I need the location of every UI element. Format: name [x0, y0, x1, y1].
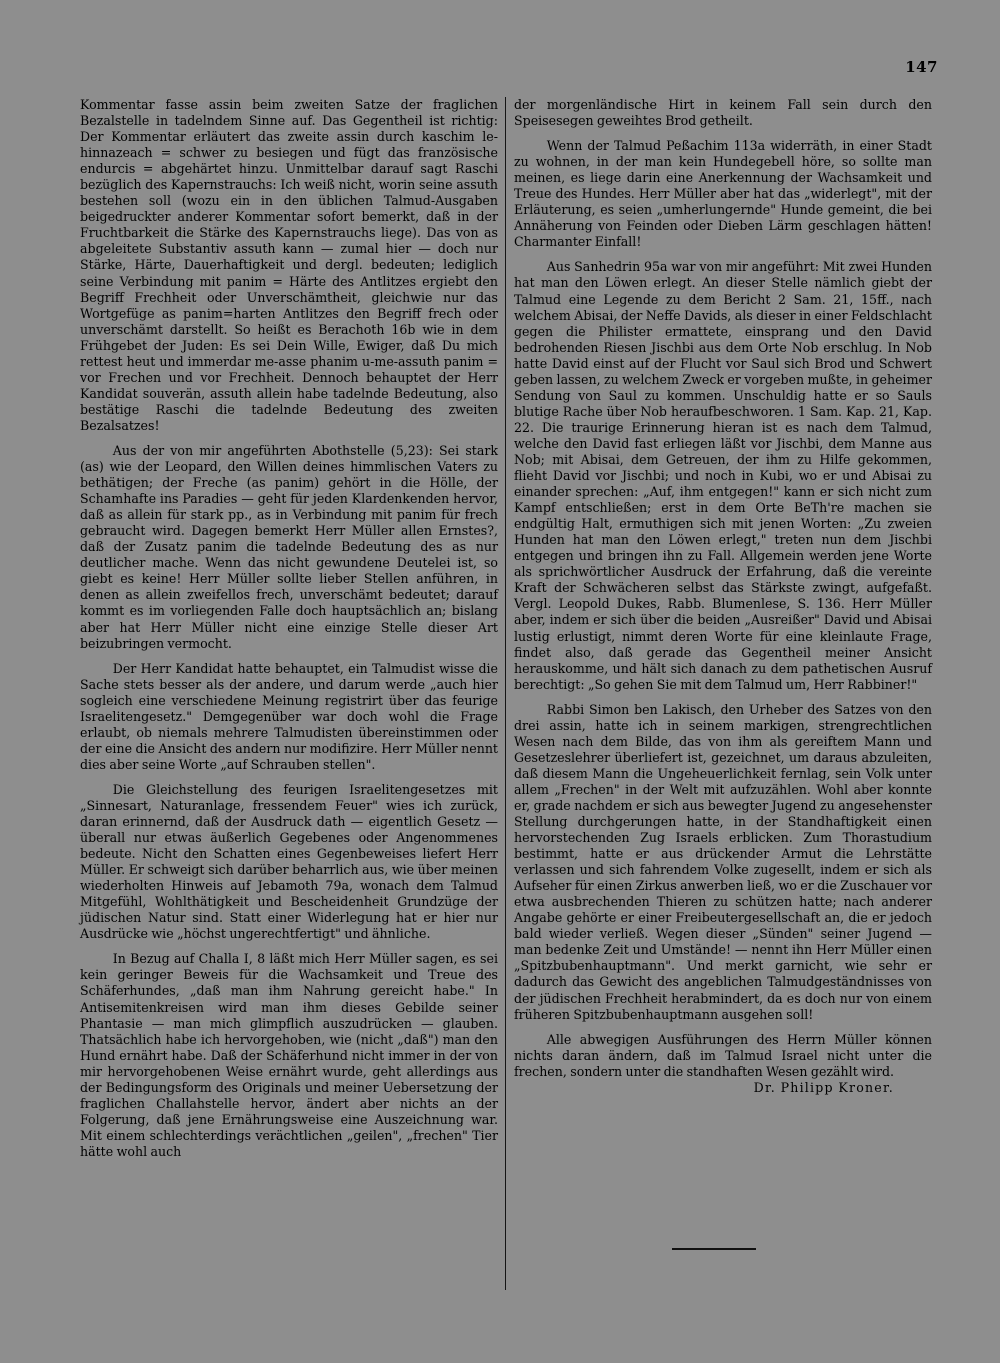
paragraph: Alle abwegigen Ausführungen des Herrn Müller können nichts daran ändern, daß im Talmud Israel nicht unter die frechen, sondern unter die standhaften Wesen gezählt wird.: [514, 1031, 932, 1079]
paragraph: Wenn der Talmud Peßachim 113a widerräth, in einer Stadt zu wohnen, in der man kein Hundegebell höre, so sollte man meinen, es liege darin eine Anerkennung der Wachsamkeit und Treue des Hundes. Herr Müller aber hat das „widerlegt", mit der Erläuterung, es seien „umherlungernde" Hunde gemeint, die bei Annäherung von Feinden oder Dieben Lärm geschlagen hätten! Charmanter Einfall!: [514, 138, 932, 250]
page-number: 147: [905, 58, 938, 76]
paragraph: Die Gleichstellung des feurigen Israelitengesetzes mit „Sinnesart, Naturanlage, fressendem Feuer" wies ich zurück, daran erinnernd, daß der Ausdruck dath — eigentlich Gesetz — überall nur etwas äußerlich Gegebenes oder Angenommenes bedeute. Nicht den Schatten eines Gegenbeweises liefert Herr Müller. Er schweigt sich darüber beharrlich aus, wie über meinen wiederholten Hinweis auf Jebamoth 79a, wonach dem Talmud Mitgefühl, Wohlthätigkeit und Bescheidenheit Grundzüge der jüdischen Natur sind. Statt einer Widerlegung hat er hier nur Ausdrücke wie „höchst ungerechtfertigt" und ähnliche.: [80, 781, 498, 942]
column-divider: [505, 97, 506, 1290]
paragraph: Aus Sanhedrin 95a war von mir angeführt: Mit zwei Hunden hat man den Löwen erlegt. An dieser Stelle nämlich giebt der Talmud eine Legende zu dem Bericht 2 Sam. 21, 15ff., nach welchem Abisai, der Neffe Davids, als dieser in einer Feldschlacht gegen die Philister ermattete, einsprang und den David bedrohenden Riesen Jischbi aus dem Orte Nob erschlug. In Nob hatte David einst auf der Flucht vor Saul sich Brod und Schwert geben lassen, zu welchem Zweck er vorgeben mußte, in geheimer Sendung von Saul zu kommen. Unschuldig hatte er so Sauls blutige Rache über Nob heraufbeschworen. 1 Sam. Kap. 21, Kap. 22. Die traurige Erinnerung hieran ist es nach dem Talmud, welche den David fast erliegen läßt vor Jischbi, dem Manne aus Nob; mit Abisai, dem Getreuen, der ihm zu Hilfe gekommen, flieht David vor Jischbi; und noch in Kubi, wo er und Abisai zu einander sprechen: „Auf, ihm entgegen!" kann er sich nicht zum Kampf entschließen; erst in dem Orte BeTh're machen sie endgültig Halt, ermuthigen sich mit jenen Worten: „Zu zweien Hunden hat man den Löwen erlegt," treten nun dem Jischbi entgegen und bringen ihn zu Fall. Allgemein werden jene Worte als sprichwörtlicher Ausdruck der Erfahrung, daß die vereinte Kraft der Schwächeren selbst das Stärkste zwingt, aufgefaßt. Vergl. Leopold Dukes, Rabb. Blumenlese, S. 136. Herr Müller aber, indem er sich über die beiden „Ausreißer" David und Abisai lustig erlustigt, nimmt deren Worte für eine kleinlaute Frage, findet also, daß gerade das Gegentheil meiner Ansicht herauskomme, und hält sich danach zu dem pathetischen Ausruf berechtigt: „So gehen Sie mit dem Talmud um, Herr Rabbiner!": [514, 259, 933, 692]
paragraph: Kommentar fasse assin beim zweiten Satze der fraglichen Bezalstelle in tadelndem Sinne auf. Das Gegentheil ist richtig: Der Kommentar erläutert das zweite assin durch kaschim le-hinnazeach = schwer zu besiegen und fügt das französische endurcis = abgehärtet hinzu. Unmittelbar darauf sagt Raschi bezüglich des Kapernstrauchs: Ich weiß nicht, worin seine assuth bestehen soll (wozu ein in den üblichen Talmud-Ausgaben beigedruckter anderer Kommentar sofort bemerkt, daß in der Fruchtbarkeit die Stärke des Kapernstrauchs liege). Das von as abgeleitete Substantiv assuth kann — zumal hier — doch nur Stärke, Härte, Dauerhaftigkeit und dergl. bedeuten; lediglich seine Verbindung mit panim = Härte des Antlitzes ergiebt den Begriff Frechheit oder Unverschämtheit, gleichwie nur das Wortgefüge as panim=harten Antlitzes den Begriff frech oder unverschämt darstellt. So heißt es Berachoth 16b wie in dem Frühgebet der Juden: Es sei Dein Wille, Ewiger, daß Du mich rettest heut und immerdar me-asse phanim u-me-assuth panim = vor Frechen und vor Frechheit. Dennoch behauptet der Herr Kandidat souverän, assuth allein habe tadelnde Bedeutung, also bestätige Raschi die tadelnde Bedeutung des zweiten Bezalsatzes!: [80, 97, 498, 433]
paragraph: Rabbi Simon ben Lakisch, den Urheber des Satzes von den drei assin, hatte ich in seinem markigen, strengrechtlichen Wesen nach dem Bilde, das von ihm als gereiftem Mann und Gesetzeslehrer überliefert ist, gezeichnet, um daraus abzuleiten, daß diesem Mann die Ungeheuerlichkeit fernlag, sein Volk unter allem „Frechen" in der Welt mit aufzuzählen. Wohl aber konnte er, grade nachdem er sich aus bewegter Jugend zu angesehenster Stellung durchgerungen hatte, in der Standhaftigkeit einen hervorstechenden Zug Israels erblicken. Zum Thorastudium bestimmt, hatte er aus drückender Armut die Lehrstätte verlassen und sich fahrendem Volke zugesellt, indem er sich als Aufseher für einen Zirkus anwerben ließ, wo er die Zuschauer vor etwa ausbrechenden Thieren zu schützen hatte; nach anderer Angabe gehörte er einer Freibeutergesellschaft an, die er jedoch bald wieder verließ. Wegen dieser „Sünden" seiner Jugend — man bedenke Zeit und Umstände! — nennt ihn Herr Müller einen „Spitzbubenhauptmann". Und merkt garnicht, wie sehr er dadurch das Gewicht des angeblichen Talmudgeständnisses von der jüdischen Frechheit herabmindert, da es doch nur von einem früheren Spitzbubenhauptmann ausgehen soll!: [514, 701, 932, 1022]
paragraph: Aus der von mir angeführten Abothstelle (5,23): Sei stark (as) wie der Leopard, den Willen deines himmlischen Vaters zu bethätigen; der Freche (as panim) gehört in die Hölle, der Schamhafte ins Paradies — geht für jeden Klardenkenden hervor, daß as allein für stark pp., as in Verbindung mit panim für frech gebraucht wird. Dagegen bemerkt Herr Müller allen Ernstes?, daß der Zusatz panim die tadelnde Bedeutung des as nur deutlicher mache. Wenn das nicht gewundene Deutelei ist, so giebt es keine! Herr Müller sollte lieber Stellen anführen, in denen as allein zweifellos frech, unverschämt bedeutet; darauf kommt es im vorliegenden Falle doch hauptsächlich an; bislang aber hat Herr Müller nicht eine einzige Stelle dieser Art beizubringen vermocht.: [80, 442, 498, 651]
left-column: [80, 97, 498, 1160]
paragraph: Der Herr Kandidat hatte behauptet, ein Talmudist wisse die Sache stets besser als der andere, und darum werde „auch hier sogleich eine verschiedene Meinung registrirt über das feurige Israelitengesetz." Demgegenüber war doch wohl die Frage erlaubt, ob niemals mehrere Talmudisten übereinstimmen oder der eine die Ansicht des andern nur modifizire. Herr Müller nennt dies aber seine Worte „auf Schrauben stellen".: [80, 660, 498, 772]
paragraph: In Bezug auf Challa I, 8 läßt mich Herr Müller sagen, es sei kein geringer Beweis für die Wachsamkeit und Treue des Schäferhundes, „daß man ihm Nahrung gereicht habe." In Antisemitenkreisen wird man ihm dieses Gebilde seiner Phantasie — man mich glimpflich auszudrücken — glauben. Thatsächlich habe ich hervorgehoben, wie (nicht „daß") man den Hund ernährt habe. Daß der Schäferhund nicht immer in der von mir hervorgehobenen Weise ernährt wurde, geht allerdings aus der Bedingungsform des Originals und meiner Uebersetzung der fraglichen Challahstelle hervor, ändert aber nichts an der Folgerung, daß jene Ernährungsweise eine Auszeichnung war. Mit einem schlechterdings verächtlichen „geilen", „frechen" Tier hätte wohl auch: [80, 951, 498, 1159]
paragraph: der morgenländische Hirt in keinem Fall sein durch den Speisesegen geweihtes Brod getheilt.: [514, 97, 932, 129]
right-column: [514, 97, 932, 1096]
author-signature: Dr. Philipp Kroner.: [753, 1079, 894, 1095]
end-rule: [672, 1248, 756, 1250]
